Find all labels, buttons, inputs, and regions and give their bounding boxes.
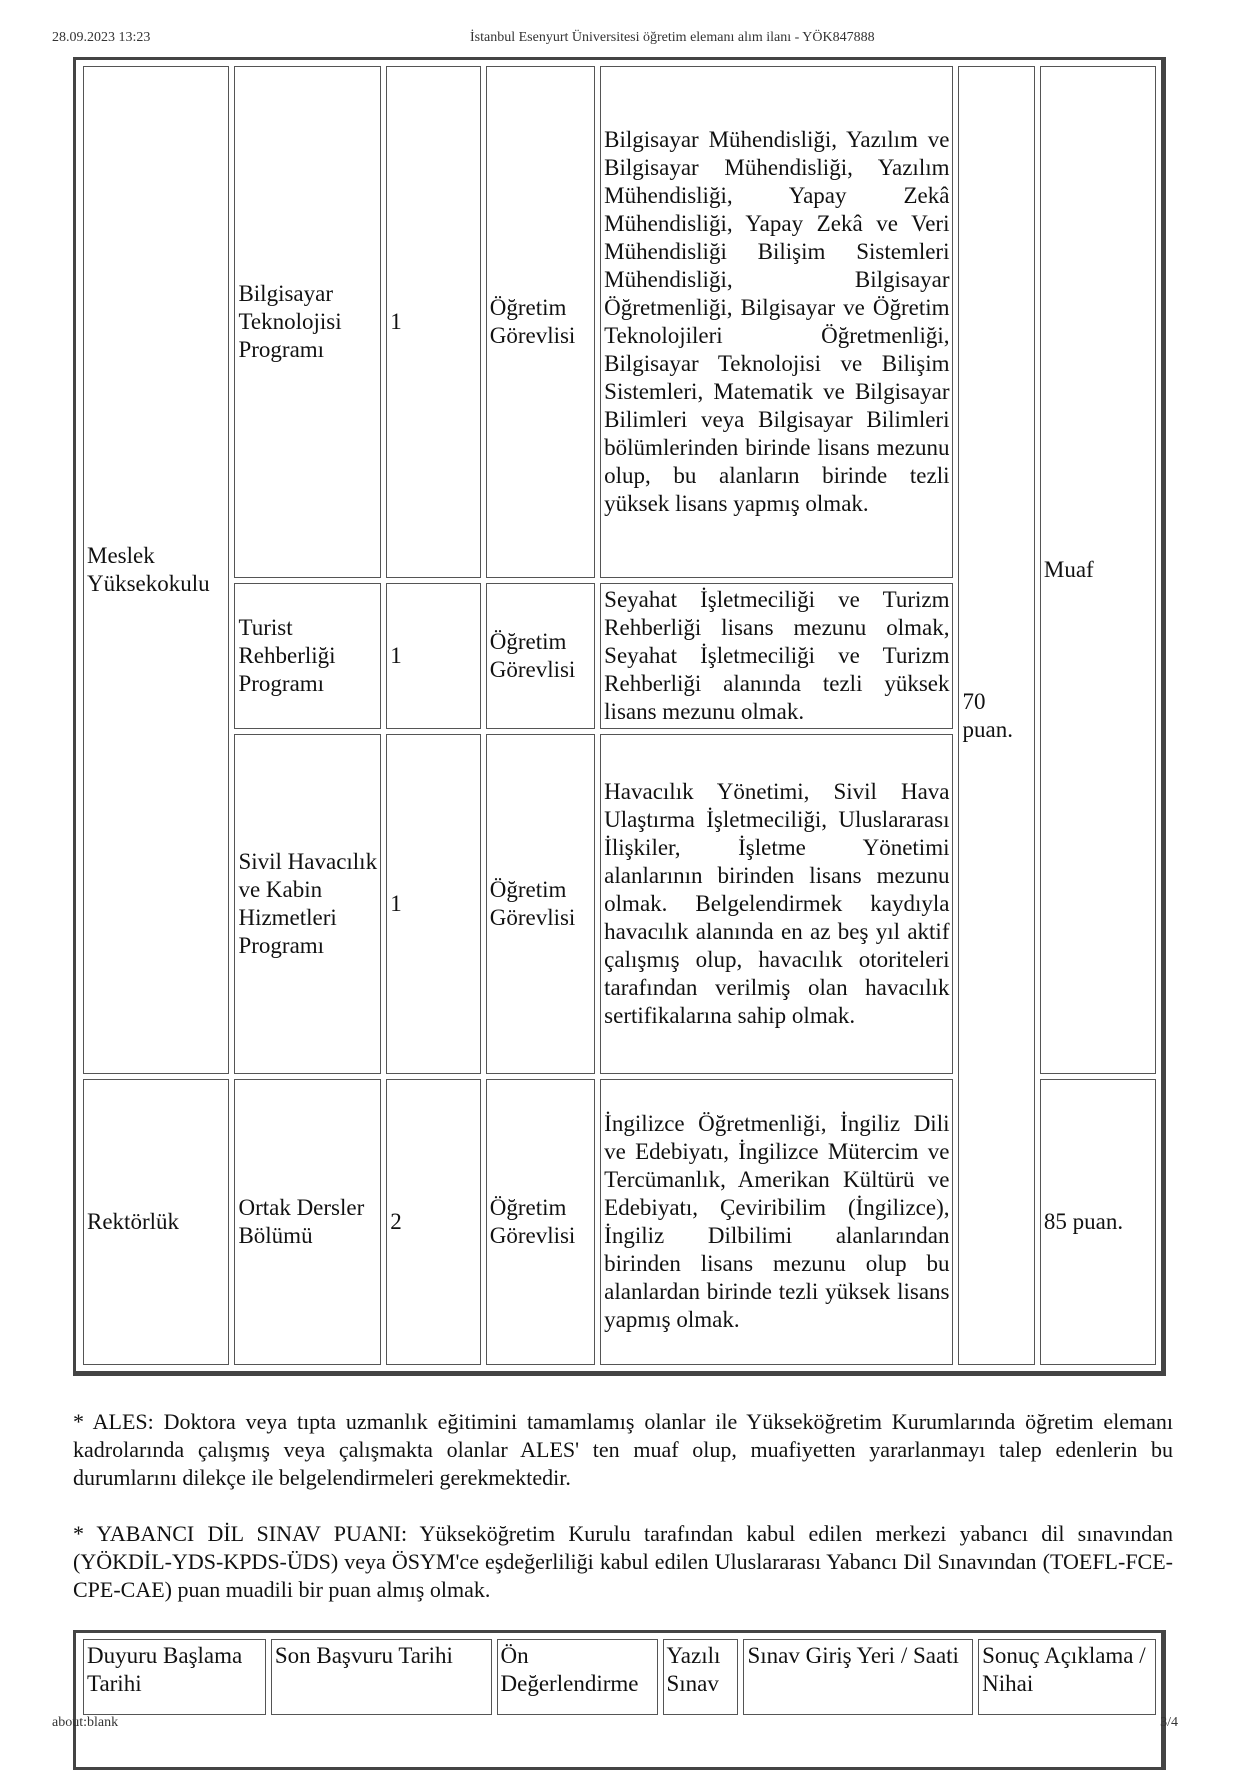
count-cell: 1: [386, 583, 480, 729]
column-header: Son Başvuru Tarihi: [271, 1639, 492, 1715]
requirement-cell: Seyahat İşletmeciliği ve Turizm Rehberliği lisans mezunu olmak, Seyahat İşletmeciliği ve Turizm Rehberliği alanında tezli yüksek lisans mezunu olmak.: [600, 583, 953, 729]
column-header: Sonuç Açıklama / Nihai: [978, 1639, 1156, 1715]
print-datetime: 28.09.2023 13:23: [52, 30, 151, 45]
requirement-cell: Havacılık Yönetimi, Sivil Hava Ulaştırma İşletmeciliği, Uluslararası İlişkiler, İşletme Yönetimi alanlarının birinden lisans mezunu olmak. Belgelendirmek kaydıyla havacılık alanında en az beş yıl aktif çalışmış olup, havacılık otoriteleri tarafından verilmiş olan havacılık sertifikalarına sahip olmak.: [600, 734, 953, 1074]
table-row: [83, 66, 1156, 578]
column-header: Sınav Giriş Yeri / Saati: [743, 1639, 973, 1715]
column-header: Yazılı Sınav: [663, 1639, 739, 1715]
schedule-table: [73, 1630, 1166, 1770]
unit-cell: Meslek Yüksekokulu: [83, 66, 229, 1074]
program-cell: Ortak Dersler Bölümü: [234, 1079, 381, 1365]
title-cell: Öğretim Görevlisi: [486, 1079, 595, 1365]
unit-cell: Rektörlük: [83, 1079, 229, 1365]
program-cell: Turist Rehberliği Programı: [234, 583, 381, 729]
table-row: [83, 1639, 1156, 1715]
positions-table: [73, 57, 1166, 1376]
program-cell: Sivil Havacılık ve Kabin Hizmetleri Programı: [234, 734, 381, 1074]
page-number: 3/4: [1160, 1715, 1178, 1730]
language-score-cell: Muaf: [1040, 66, 1156, 1074]
column-header: Ön Değerlendirme: [497, 1639, 658, 1715]
title-cell: Öğretim Görevlisi: [486, 583, 595, 729]
language-score-cell: 85 puan.: [1040, 1079, 1156, 1365]
count-cell: 1: [386, 734, 480, 1074]
title-cell: Öğretim Görevlisi: [486, 734, 595, 1074]
count-cell: 2: [386, 1079, 480, 1365]
ales-note: * ALES: Doktora veya tıpta uzmanlık eğitimini tamamlamış olanlar ile Yükseköğretim Kurumlarında öğretim elemanı kadrolarında çalışmış veya çalışmakta olanlar ALES' ten muaf olup, muafiyetten yararlanmayı talep edenlerin bu durumlarını dilekçe ile belgelendirmeleri gerekmektedir.: [73, 1409, 1173, 1490]
ales-score-cell: 70 puan.: [958, 66, 1034, 1365]
column-header: Duyuru Başlama Tarihi: [83, 1639, 266, 1715]
program-cell: Bilgisayar Teknolojisi Programı: [234, 66, 381, 578]
page-title: İstanbul Esenyurt Üniversitesi öğretim elemanı alım ilanı - YÖK847888: [470, 30, 875, 45]
title-cell: Öğretim Görevlisi: [486, 66, 595, 578]
requirement-cell: Bilgisayar Mühendisliği, Yazılım ve Bilgisayar Mühendisliği, Yazılım Mühendisliği, Yapay Zekâ Mühendisliği, Yapay Zekâ ve Veri Mühendisliği Bilişim Sistemleri Mühendisliği, Bilgisayar Öğretmenliği, Bilgisayar ve Öğretim Teknolojileri Öğretmenliği, Bilgisayar Teknolojisi ve Bilişim Sistemleri, Matematik ve Bilgisayar Bilimleri veya Bilgisayar Bilimleri bölümlerinden birinde lisans mezunu olup, bu alanların birinde tezli yüksek lisans yapmış olmak.: [600, 66, 953, 578]
count-cell: 1: [386, 66, 480, 578]
requirement-cell: İngilizce Öğretmenliği, İngiliz Dili ve Edebiyatı, İngilizce Mütercim ve Tercümanlık, Amerikan Kültürü ve Edebiyatı, Çeviribilim (İngilizce), İngiliz Dilbilimi alanlarından birinden lisans mezunu olup bu alanlardan birinde tezli yüksek lisans yapmış olmak.: [600, 1079, 953, 1365]
footer-url: about:blank: [52, 1715, 119, 1730]
language-note: * YABANCI DİL SINAV PUANI: Yükseköğretim Kurulu tarafından kabul edilen merkezi yabancı dil sınavından (YÖKDİL-YDS-KPDS-ÜDS) veya ÖSYM'ce eşdeğerliliği kabul edilen Uluslararası Yabancı Dil Sınavından (TOEFL-FCE-CPE-CAE) puan muadili bir puan almış olmak.: [73, 1521, 1173, 1602]
